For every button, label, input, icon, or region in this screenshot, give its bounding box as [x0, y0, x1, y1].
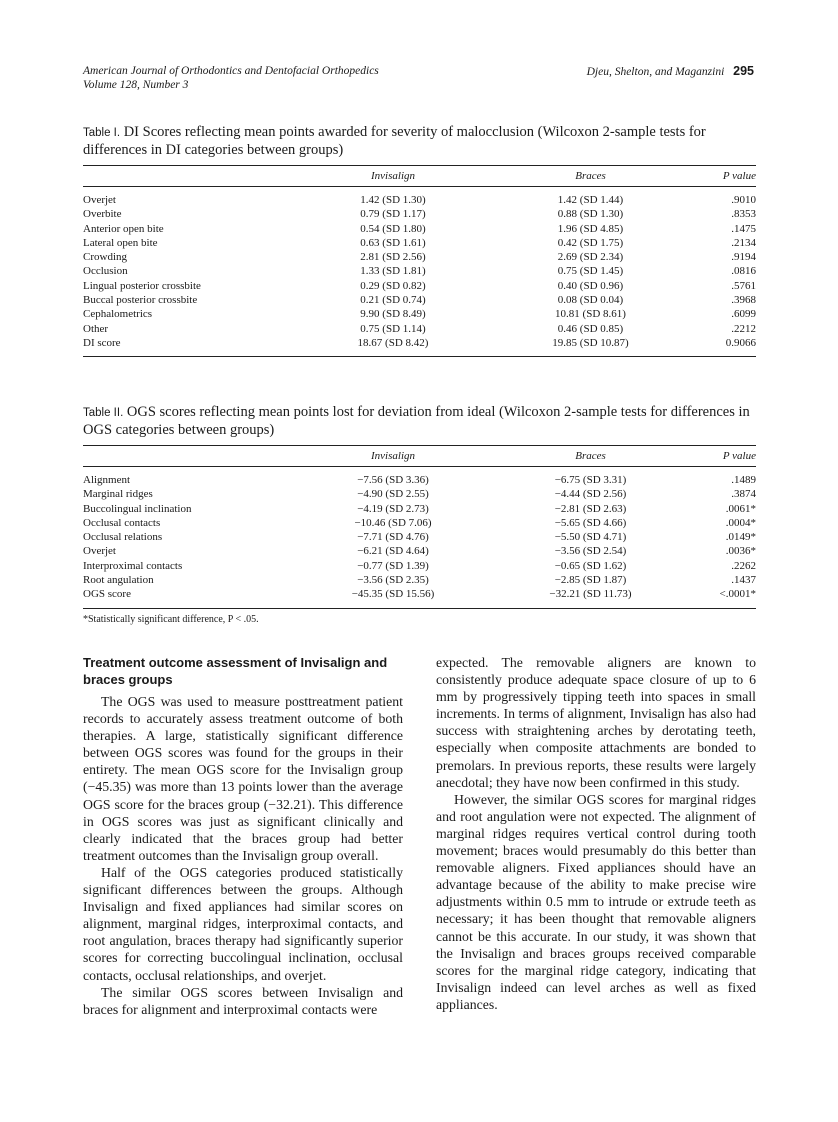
- invisalign-value: 1.42 (SD 1.30): [360, 194, 426, 206]
- p-value: .9194: [731, 251, 756, 264]
- table2-footnote: *Statistically significant difference, P < .05.: [83, 614, 259, 625]
- p-value: <.0001*: [683, 587, 756, 608]
- table-row: [83, 573, 756, 587]
- table-row: [83, 559, 756, 573]
- body-paragraph: However, the similar OGS scores for marginal ridges and root angulation were not expected. The alignment of marginal ridges requires vertical control during tooth movement; braces would presumably do this better than removable aligners. Fixed appliances should have an advantage because of the ability to make precise wire adjustments within 0.5 mm to intrude or extrude teeth as necessary; it has been thought that removable aligners cannot be this accurate. In our study, it was shown that the Invisalign and braces groups received comparable scores for the marginal ridge category, indicating that Invisalign indeed can level arches as well as fixed appliances.: [436, 791, 756, 1012]
- table2-col-header: [83, 446, 313, 467]
- table-row: [83, 279, 756, 293]
- row-label: Anterior open bite: [83, 222, 164, 235]
- p-value: .2212: [731, 322, 756, 335]
- row-label: Occlusal relations: [83, 531, 163, 544]
- body-paragraph: expected. The removable aligners are known to consistently produce adequate space closure of up to 6 mm by progressively tipping teeth into spaces in small increments. In terms of alignment, Invisalign has also had success with straightening arches by derotating teeth, especially when composite attachments are bonded to premolars. In previous reports, these results were largely anecdotal; they have now been confirmed in this study.: [436, 655, 756, 790]
- table1: [83, 165, 756, 357]
- invisalign-value: −3.56 (SD 2.35): [357, 574, 429, 587]
- table-row: [83, 322, 756, 336]
- braces-value: −4.44 (SD 2.56): [554, 488, 627, 501]
- table1-header-row: [83, 166, 756, 187]
- p-value: .1437: [731, 574, 756, 587]
- table2: [83, 445, 756, 609]
- p-value: .9010: [731, 194, 756, 206]
- row-label: OGS score: [83, 587, 313, 608]
- table-row: [83, 207, 756, 221]
- table-row: [83, 516, 756, 530]
- p-value: .0816: [731, 265, 756, 278]
- braces-value: 0.88 (SD 1.30): [557, 208, 624, 221]
- braces-value: 19.85 (SD 10.87): [498, 336, 683, 357]
- row-label: Occlusal contacts: [83, 516, 161, 529]
- row-label: Lingual posterior crossbite: [83, 279, 201, 292]
- row-label: Occlusion: [83, 265, 128, 278]
- p-value: .0004*: [725, 516, 756, 529]
- p-value: 0.9066: [683, 336, 756, 357]
- invisalign-value: 2.81 (SD 2.56): [360, 251, 426, 264]
- table-row: [83, 250, 756, 264]
- row-label: Interproximal contacts: [83, 559, 183, 572]
- invisalign-value: −10.46 (SD 7.06): [354, 516, 432, 529]
- table2-body: [83, 467, 756, 609]
- invisalign-value: 9.90 (SD 8.49): [360, 308, 426, 321]
- p-value: .0036*: [725, 545, 756, 558]
- table-row: [83, 264, 756, 278]
- p-value: .3874: [731, 488, 756, 501]
- invisalign-value: −6.21 (SD 4.64): [357, 545, 429, 558]
- braces-value: −5.50 (SD 4.71): [554, 531, 627, 544]
- invisalign-value: 0.75 (SD 1.14): [360, 322, 426, 335]
- row-label: Buccal posterior crossbite: [83, 294, 198, 307]
- p-value: .1489: [731, 474, 756, 486]
- p-value: .1475: [731, 222, 756, 235]
- invisalign-value: −7.71 (SD 4.76): [357, 531, 429, 544]
- invisalign-value: −45.35 (SD 15.56): [313, 587, 473, 608]
- invisalign-value: −7.56 (SD 3.36): [357, 474, 429, 486]
- body-column-right: [436, 654, 756, 1013]
- invisalign-value: 1.33 (SD 1.81): [360, 265, 426, 278]
- invisalign-value: 18.67 (SD 8.42): [313, 336, 473, 357]
- p-value: .3968: [731, 294, 756, 307]
- braces-value: 0.40 (SD 0.96): [557, 279, 624, 292]
- table1-col-header: Braces: [498, 166, 683, 187]
- table-row: [83, 587, 756, 608]
- braces-value: −5.65 (SD 4.66): [554, 516, 627, 529]
- table1-body: [83, 187, 756, 357]
- table-row: [83, 487, 756, 501]
- row-label: Marginal ridges: [83, 488, 153, 501]
- table2-header-row: [83, 446, 756, 467]
- table1-col-header: [83, 166, 313, 187]
- row-label: DI score: [83, 336, 313, 357]
- table-row: [83, 502, 756, 516]
- table-row: [83, 222, 756, 236]
- row-label: Overbite: [83, 208, 122, 221]
- p-value: .0149*: [725, 531, 756, 544]
- table2-caption: [83, 404, 756, 439]
- braces-value: −6.75 (SD 3.31): [554, 474, 627, 486]
- p-value: .8353: [731, 208, 756, 221]
- row-label: Crowding: [83, 251, 127, 264]
- row-label: Buccolingual inclination: [83, 502, 192, 515]
- table2-col-header: Braces: [498, 446, 683, 467]
- table1-col-header: P value: [683, 166, 756, 187]
- row-label: Alignment: [83, 474, 131, 486]
- row-label: Lateral open bite: [83, 236, 158, 249]
- table-row: [83, 307, 756, 321]
- invisalign-value: 0.54 (SD 1.80): [360, 222, 426, 235]
- table-row: [83, 187, 756, 208]
- running-header-left: [83, 64, 379, 92]
- table2-caption-text: OGS scores reflecting mean points lost for deviation from ideal (Wilcoxon 2-sample tests for differences in OGS categories between groups): [83, 404, 750, 438]
- table-row: [83, 336, 756, 357]
- body-paragraph: Half of the OGS categories produced statistically significant differences between the groups. Although Invisalign and fixed appliances had similar scores on alignment, marginal ridges, interproximal contacts, and root angulation, braces therapy had significantly superior scores for correcting buccolingual inclination, occlusal contacts, occlusal relationships, and overjet.: [83, 864, 403, 983]
- journal-title: American Journal of Orthodontics and Dentofacial Orthopedics: [83, 65, 379, 77]
- invisalign-value: −4.19 (SD 2.73): [357, 502, 429, 515]
- journal-volume: Volume 128, Number 3: [83, 79, 189, 91]
- p-value: .0061*: [725, 502, 756, 515]
- invisalign-value: −0.77 (SD 1.39): [357, 559, 429, 572]
- table2-col-header: P value: [683, 446, 756, 467]
- running-authors: Djeu, Shelton, and Maganzini: [586, 66, 725, 78]
- braces-value: 0.46 (SD 0.85): [557, 322, 624, 335]
- table-row: [83, 530, 756, 544]
- p-value: .2262: [731, 559, 756, 572]
- table1-caption: [83, 124, 756, 159]
- braces-value: −2.85 (SD 1.87): [554, 574, 627, 587]
- p-value: .6099: [731, 308, 756, 321]
- running-header-right: [587, 64, 754, 79]
- invisalign-value: 0.29 (SD 0.82): [360, 279, 426, 292]
- table2-col-header: Invisalign: [313, 446, 473, 467]
- row-label: Overjet: [83, 194, 116, 206]
- invisalign-value: 0.63 (SD 1.61): [360, 236, 426, 249]
- invisalign-value: 0.79 (SD 1.17): [360, 208, 426, 221]
- row-label: Other: [83, 322, 109, 335]
- braces-value: 1.42 (SD 1.44): [557, 194, 624, 206]
- braces-value: −32.21 (SD 11.73): [498, 587, 683, 608]
- table1-col-header: Invisalign: [313, 166, 473, 187]
- table-row: [83, 236, 756, 250]
- body-paragraph: The OGS was used to measure posttreatment patient records to accurately assess treatment outcome of both therapies. A large, statistically significant difference between OGS scores was found for the groups in their entirety. The mean OGS score for the Invisalign group (−45.35) was more than 13 points lower than the average OGS score for the braces group (−32.21). This difference in OGS scores was just as significant clinically and clearly indicated that the braces group had better treatment outcomes than the Invisalign group overall.: [83, 694, 403, 863]
- row-label: Root angulation: [83, 574, 154, 587]
- row-label: Overjet: [83, 545, 116, 558]
- braces-value: 0.75 (SD 1.45): [557, 265, 624, 278]
- p-value: .2134: [731, 236, 756, 249]
- table1-caption-text: DI Scores reflecting mean points awarded for severity of malocclusion (Wilcoxon 2-sample tests for differences in DI categories between groups): [83, 124, 706, 158]
- braces-value: −0.65 (SD 1.62): [554, 559, 627, 572]
- p-value: .5761: [731, 279, 756, 292]
- table1-label: Table I.: [83, 127, 121, 139]
- section-heading: Treatment outcome assessment of Invisalign and braces groups: [83, 655, 388, 687]
- braces-value: 2.69 (SD 2.34): [557, 251, 624, 264]
- invisalign-value: −4.90 (SD 2.55): [357, 488, 429, 501]
- braces-value: 0.08 (SD 0.04): [557, 294, 624, 307]
- braces-value: 1.96 (SD 4.85): [557, 222, 624, 235]
- table-row: [83, 293, 756, 307]
- braces-value: −3.56 (SD 2.54): [554, 545, 627, 558]
- table2-label: Table II.: [83, 407, 124, 419]
- row-label: Cephalometrics: [83, 308, 153, 321]
- table-row: [83, 544, 756, 558]
- table-row: [83, 467, 756, 488]
- body-paragraph: The similar OGS scores between Invisalign and braces for alignment and interproximal contacts were: [83, 984, 403, 1017]
- braces-value: 0.42 (SD 1.75): [557, 236, 624, 249]
- body-column-left: [83, 654, 403, 1018]
- braces-value: −2.81 (SD 2.63): [554, 502, 627, 515]
- page-number: 295: [733, 64, 754, 78]
- invisalign-value: 0.21 (SD 0.74): [360, 294, 426, 307]
- braces-value: 10.81 (SD 8.61): [555, 308, 626, 321]
